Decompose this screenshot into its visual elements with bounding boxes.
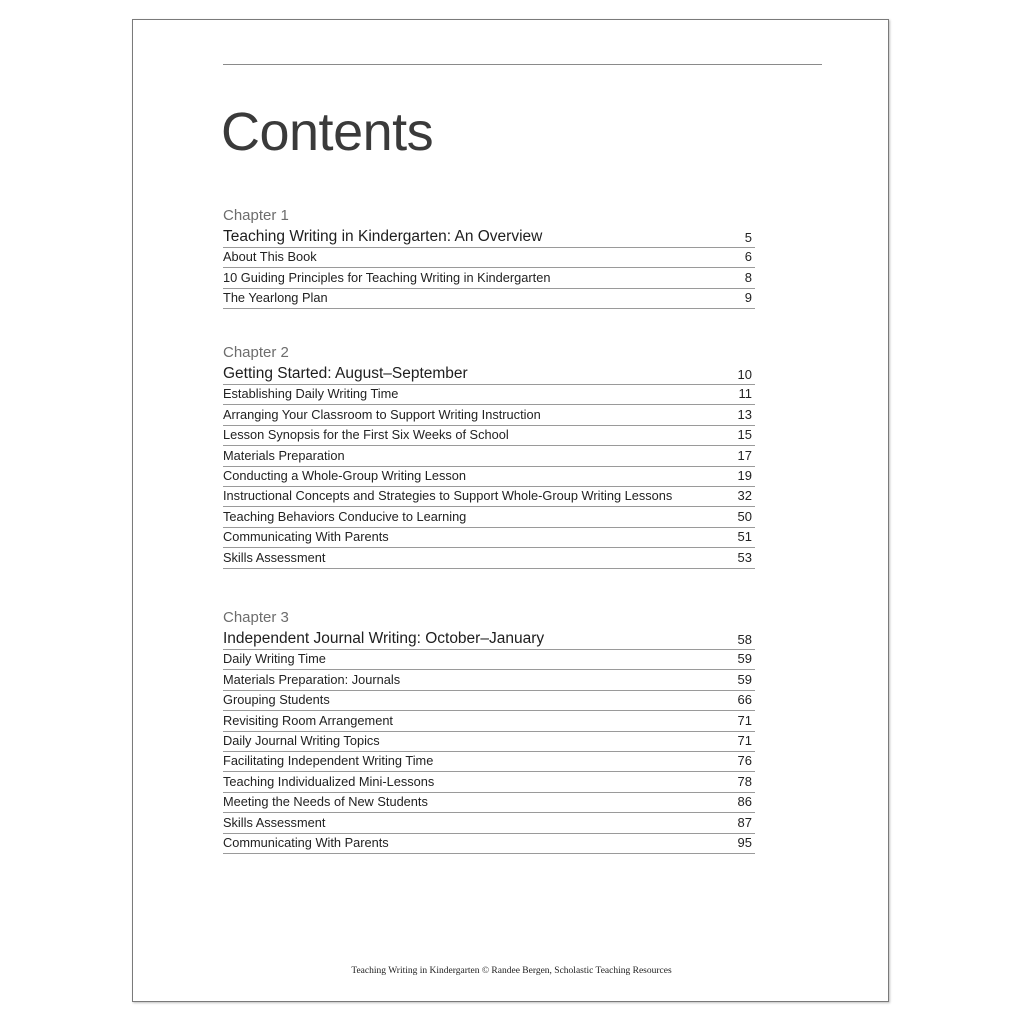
toc-entry[interactable]: [223, 405, 755, 425]
entry-title: Skills Assessment: [223, 549, 326, 565]
toc-entry[interactable]: [223, 711, 755, 731]
entry-title: Arranging Your Classroom to Support Writing Instruction: [223, 406, 541, 422]
toc-entry[interactable]: [223, 772, 755, 792]
entry-title: Revisiting Room Arrangement: [223, 712, 393, 728]
chapter-title: Getting Started: August–September: [223, 365, 468, 382]
chapter-page-number: 10: [737, 367, 752, 382]
entry-title: Materials Preparation: [223, 447, 345, 463]
entry-page-number: 50: [737, 508, 752, 524]
toc-entry[interactable]: [223, 385, 755, 405]
entry-title: Meeting the Needs of New Students: [223, 794, 428, 810]
toc-entry[interactable]: [223, 793, 755, 813]
entry-title: Skills Assessment: [223, 814, 326, 830]
entry-page-number: 32: [737, 488, 752, 504]
entry-page-number: 95: [737, 834, 752, 850]
entry-title: Communicating With Parents: [223, 529, 389, 545]
entry-title: Teaching Behaviors Conducive to Learning: [223, 508, 467, 524]
toc-entry[interactable]: [223, 487, 755, 507]
entry-page-number: 6: [744, 249, 752, 265]
entry-page-number: 71: [737, 732, 752, 748]
chapter-title: Teaching Writing in Kindergarten: An Overview: [223, 228, 543, 245]
entry-title: Teaching Individualized Mini-Lessons: [223, 773, 435, 789]
entry-title: 10 Guiding Principles for Teaching Writing in Kindergarten: [223, 269, 551, 285]
chapter-label: Chapter 1: [223, 207, 289, 224]
toc-entry[interactable]: [223, 507, 755, 527]
chapter-1: [223, 206, 755, 309]
entry-page-number: 17: [737, 447, 752, 463]
toc-entry[interactable]: [223, 248, 755, 268]
entry-page-number: 78: [737, 773, 752, 789]
entry-title: The Yearlong Plan: [223, 290, 328, 306]
entry-page-number: 66: [737, 692, 752, 708]
entry-page-number: 87: [737, 814, 752, 830]
toc-entry[interactable]: [223, 834, 755, 854]
entry-page-number: 86: [737, 794, 752, 810]
entry-title: Daily Journal Writing Topics: [223, 732, 380, 748]
entry-title: Communicating With Parents: [223, 834, 389, 850]
chapter-label: Chapter 3: [223, 609, 289, 626]
entry-title: Establishing Daily Writing Time: [223, 386, 399, 402]
chapter-title-row[interactable]: [223, 628, 755, 650]
toc-entry[interactable]: [223, 732, 755, 752]
toc-entry[interactable]: [223, 813, 755, 833]
entry-title: Lesson Synopsis for the First Six Weeks of School: [223, 427, 509, 443]
entry-page-number: 11: [738, 386, 752, 402]
toc-entry[interactable]: [223, 691, 755, 711]
entry-title: Instructional Concepts and Strategies to Support Whole-Group Writing Lessons: [223, 488, 673, 504]
entry-page-number: 76: [737, 753, 752, 769]
chapter-title-row[interactable]: [223, 363, 755, 385]
page-title: Contents: [221, 102, 434, 162]
toc-entry[interactable]: [223, 426, 755, 446]
document-page: [132, 19, 889, 1002]
toc-entry[interactable]: [223, 650, 755, 670]
entry-title: Conducting a Whole-Group Writing Lesson: [223, 467, 467, 483]
entry-page-number: 71: [737, 712, 752, 728]
toc-entry[interactable]: [223, 446, 755, 466]
toc-entry[interactable]: [223, 467, 755, 487]
entry-page-number: 53: [737, 549, 752, 565]
chapter-title-row[interactable]: [223, 226, 755, 248]
toc-entry[interactable]: [223, 670, 755, 690]
entry-title: Materials Preparation: Journals: [223, 671, 401, 687]
chapter-page-number: 58: [737, 632, 752, 647]
entry-title: Daily Writing Time: [223, 651, 326, 667]
page-footer: Teaching Writing in Kindergarten © Randee Bergen, Scholastic Teaching Resources: [351, 966, 672, 976]
chapter-page-number: 5: [744, 230, 752, 245]
chapter-label: Chapter 2: [223, 344, 289, 361]
entry-page-number: 59: [737, 651, 752, 667]
entry-page-number: 59: [737, 671, 752, 687]
toc-entry[interactable]: [223, 752, 755, 772]
toc-entry[interactable]: [223, 548, 755, 568]
entry-title: Facilitating Independent Writing Time: [223, 753, 434, 769]
entry-title: About This Book: [223, 249, 317, 265]
entry-page-number: 9: [744, 290, 752, 306]
entry-page-number: 8: [744, 269, 752, 285]
top-rule: [223, 64, 822, 65]
toc-entry[interactable]: [223, 528, 755, 548]
entry-page-number: 15: [737, 427, 752, 443]
chapter-title: Independent Journal Writing: October–January: [223, 630, 545, 647]
chapter-2: [223, 343, 755, 569]
entry-title: Grouping Students: [223, 692, 330, 708]
entry-page-number: 51: [737, 529, 752, 545]
chapter-3: [223, 608, 755, 854]
entry-page-number: 19: [737, 467, 752, 483]
toc-entry[interactable]: [223, 268, 755, 288]
toc-entry[interactable]: [223, 289, 755, 309]
entry-page-number: 13: [737, 406, 752, 422]
